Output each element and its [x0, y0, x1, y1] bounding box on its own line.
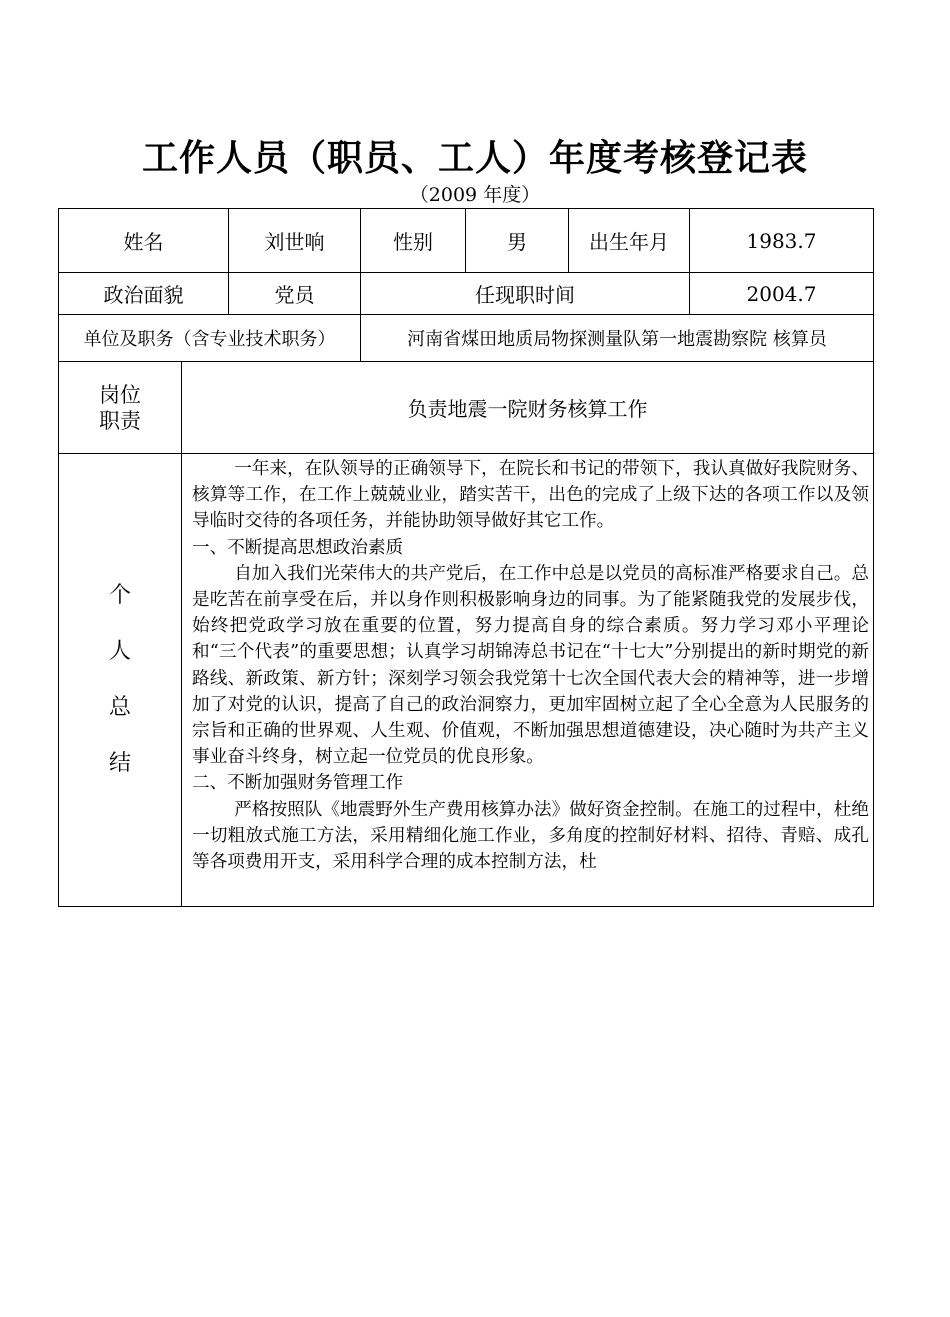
unit-value: 河南省煤田地质局物探测量队第一地震勘察院 核算员 — [407, 329, 827, 350]
summary-content — [182, 454, 873, 906]
duty-label — [59, 362, 182, 453]
tenure-value: 2004.7 — [746, 281, 817, 306]
appraisal-form-table — [58, 208, 874, 907]
summary-heading: 一、不断提高思想政治素质 — [192, 537, 404, 558]
row-duty — [59, 362, 873, 454]
unit-label: 单位及职务（含专业技术职务） — [59, 315, 361, 361]
duty-value: 负责地震一院财务核算工作 — [407, 397, 648, 421]
tenure-label: 任现职时间 — [361, 273, 690, 314]
summary-label-char: 结 — [108, 751, 131, 776]
political-label: 政治面貌 — [59, 273, 229, 314]
summary-label-char: 个 — [108, 583, 131, 608]
gender-value: 男 — [466, 209, 569, 272]
row-political — [59, 273, 873, 315]
summary-paragraph: 严格按照队《地震野外生产费用核算办法》做好资金控制。在施工的过程中，杜绝一切粗放式施工方法，采用精细化施工作业，多角度的控制好材料、招待、青赔、成孔等各项费用开支，采用科学合理的成本控制方法，杜 — [192, 799, 869, 873]
form-year: （2009 年度） — [409, 184, 541, 206]
summary-paragraph: 自加入我们光荣伟大的共产党后，在工作中总是以党员的高标准严格要求自己。总是吃苦在前享受在后，并以身作则积极影响身边的同事。为了能紧随我党的发展步伐，始终把党政学习放在重要的位置，努力提高自身的综合素质。努力学习邓小平理论和“三个代表”的重要思想；认真学习胡锦涛总书记在“十七大”分别提出的新时期党的新路线、新政策、新方针；深刻学习领会我党第十七次全国代表大会的精神等，进一步增加了对党的认识，提高了自己的政治洞察力，更加牢固树立起了全心全意为人民服务的宗旨和正确的世界观、人生观、价值观，不断加强思想道德建设，决心随时为共产主义事业奋斗终身，树立起一位党员的优良形象。 — [192, 563, 869, 768]
summary-paragraph: 一年来，在队领导的正确领导下，在院长和书记的带领下，我认真做好我院财务、核算等工作，在工作上兢兢业业，踏实苦干，出色的完成了上级下达的各项工作以及领导临时交待的各项任务，并能协助领导做好其它工作。 — [192, 459, 869, 532]
summary-label-char: 总 — [108, 695, 131, 720]
form-title: 工作人员（职员、工人）年度考核登记表 — [141, 137, 808, 179]
row-unit — [59, 315, 873, 362]
birth-value: 1983.7 — [746, 228, 817, 253]
birth-label: 出生年月 — [569, 209, 690, 272]
gender-label: 性别 — [361, 209, 466, 272]
political-value: 党员 — [229, 273, 361, 314]
row-basic-info — [59, 209, 873, 273]
summary-heading: 二、不断加强财务管理工作 — [192, 773, 404, 794]
name-label: 姓名 — [59, 209, 229, 272]
row-summary — [59, 454, 873, 906]
duty-label-line1: 岗位 — [99, 382, 141, 407]
summary-label — [59, 454, 182, 906]
summary-label-char: 人 — [108, 639, 131, 664]
duty-label-line2: 职责 — [99, 408, 141, 433]
name-value: 刘世响 — [229, 209, 361, 272]
